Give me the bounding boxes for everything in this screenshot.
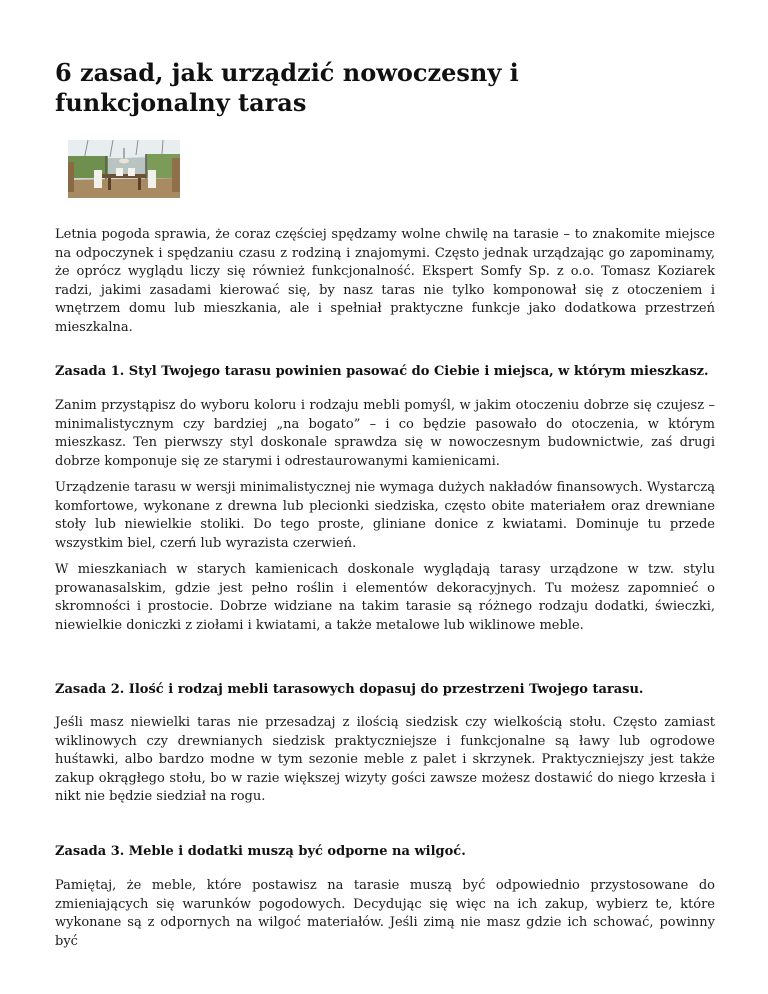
section-2-heading: Zasada 2. Ilość i rodzaj mebli tarasowych dopasuj do przestrzeni Twojego tarasu.: [55, 682, 644, 697]
section-3-heading: Zasada 3. Meble i dodatki muszą być odporne na wilgoć.: [55, 844, 466, 859]
section-1-paragraph-2: Urządzenie tarasu w wersji minimalistycznej nie wymaga dużych nakładów finansowych. Wystarczą komfortowe, wykonane z drewna lub plecionki siedziska, często obite materiałem oraz drewniane stoły lub niewielkie stoliki. Do tego proste, gliniane donice z kwiatami. Dominuje tu przede wszystkim biel, czerń lub wyrazista czerwień.: [55, 480, 715, 551]
page-title: 6 zasad, jak urządzić nowoczesny i funkcjonalny taras: [55, 58, 519, 117]
section-2-paragraph-1: Jeśli masz niewielki taras nie przesadzaj z ilością siedzisk czy wielkością stołu. Często zamiast wiklinowych czy drewnianych siedzisk praktyczniejsze i funkcjonalne są ławy lub ogrodowe huśtawki, albo bardzo modne w tym sezonie meble z palet i skrzynek. Praktyczniejszy jest także zakup okrągłego stołu, bo w razie większej wizyty gości zawsze możesz dostawić do niego krzesła i nikt nie będzie siedział na rogu.: [55, 715, 715, 805]
section-1-heading: Zasada 1. Styl Twojego tarasu powinien pasować do Ciebie i miejsca, w którym mieszkasz.: [55, 364, 709, 379]
section-1-paragraph-1: Zanim przystąpisz do wyboru koloru i rodzaju mebli pomyśl, w jakim otoczeniu dobrze się czujesz – minimalistycznym czy bardziej „na bogato” – i co będzie pasowało do otoczenia, w którym mieszkasz. Ten pierwszy styl doskonale sprawdza się w nowoczesnym budownictwie, zaś drugi dobrze komponuje się ze starymi i odrestaurowanymi kamienicami.: [55, 398, 715, 469]
terrace-photo: [68, 140, 180, 198]
intro-paragraph: Letnia pogoda sprawia, że coraz częściej spędzamy wolne chwilę na tarasie – to znakomite miejsce na odpoczynek i spędzaniu czasu z rodziną i znajomymi. Często jednak urządzając go zapominamy, że oprócz wyglądu liczy się również funkcjonalność. Ekspert Somfy Sp. z o.o. Tomasz Koziarek radzi, jakimi zasadami kierować się, by nasz taras nie tylko komponował się z otoczeniem i wnętrzem domu lub mieszkania, ale i spełniał praktyczne funkcje jako dodatkowa przestrzeń mieszkalna.: [55, 227, 715, 335]
section-3-paragraph-1: Pamiętaj, że meble, które postawisz na tarasie muszą być odpowiednio przystosowane do zmieniających się warunków pogodowych. Decydując się więc na ich zakup, wybierz te, które wykonane są z odpornych na wilgoć materiałów. Jeśli zimą nie masz gdzie ich schować, powinny być: [55, 878, 715, 949]
section-1-paragraph-3: W mieszkaniach w starych kamienicach doskonale wyglądają tarasy urządzone w tzw. stylu prowanasalskim, gdzie jest pełno roślin i elementów dekoracyjnych. Tu możesz zapomnieć o skromności i prostocie. Dobrze widziane na takim tarasie są różnego rodzaju dodatki, świeczki, niewielkie doniczki z ziołami i kwiatami, a także metalowe lub wiklinowe meble.: [55, 562, 715, 633]
